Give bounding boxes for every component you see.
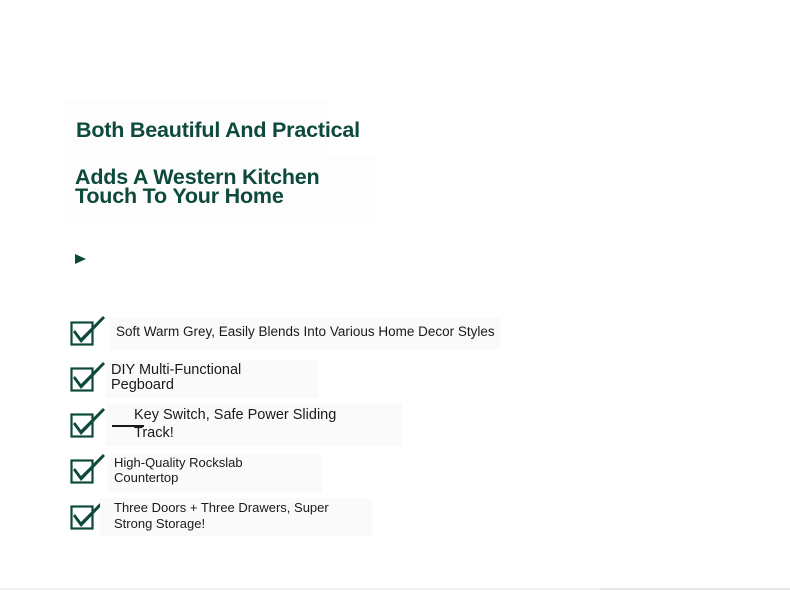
- check-icon: [70, 360, 106, 392]
- feature-text-3: Key Switch, Safe Power Sliding Track!: [134, 407, 337, 441]
- check-icon: [70, 452, 106, 484]
- heading-block-1: [64, 100, 360, 156]
- heading-western-kitchen: Adds A Western Kitchen Touch To Your Home: [75, 165, 320, 208]
- check-icon: [70, 314, 106, 346]
- feature-text-2: DIY Multi-Functional Pegboard: [111, 362, 242, 393]
- heading-both-beautiful: Both Beautiful And Practical: [76, 118, 360, 142]
- feature-text-1: Soft Warm Grey, Easily Blends Into Various Home Decor Styles: [116, 324, 495, 339]
- play-icon[interactable]: [75, 254, 86, 264]
- check-icon: [70, 406, 106, 438]
- feature-text-4: High-Quality Rockslab Countertop: [114, 455, 243, 485]
- heading-block-2: [64, 156, 376, 218]
- feature-text-5: Three Doors + Three Drawers, Super Strong Storage!: [114, 500, 329, 531]
